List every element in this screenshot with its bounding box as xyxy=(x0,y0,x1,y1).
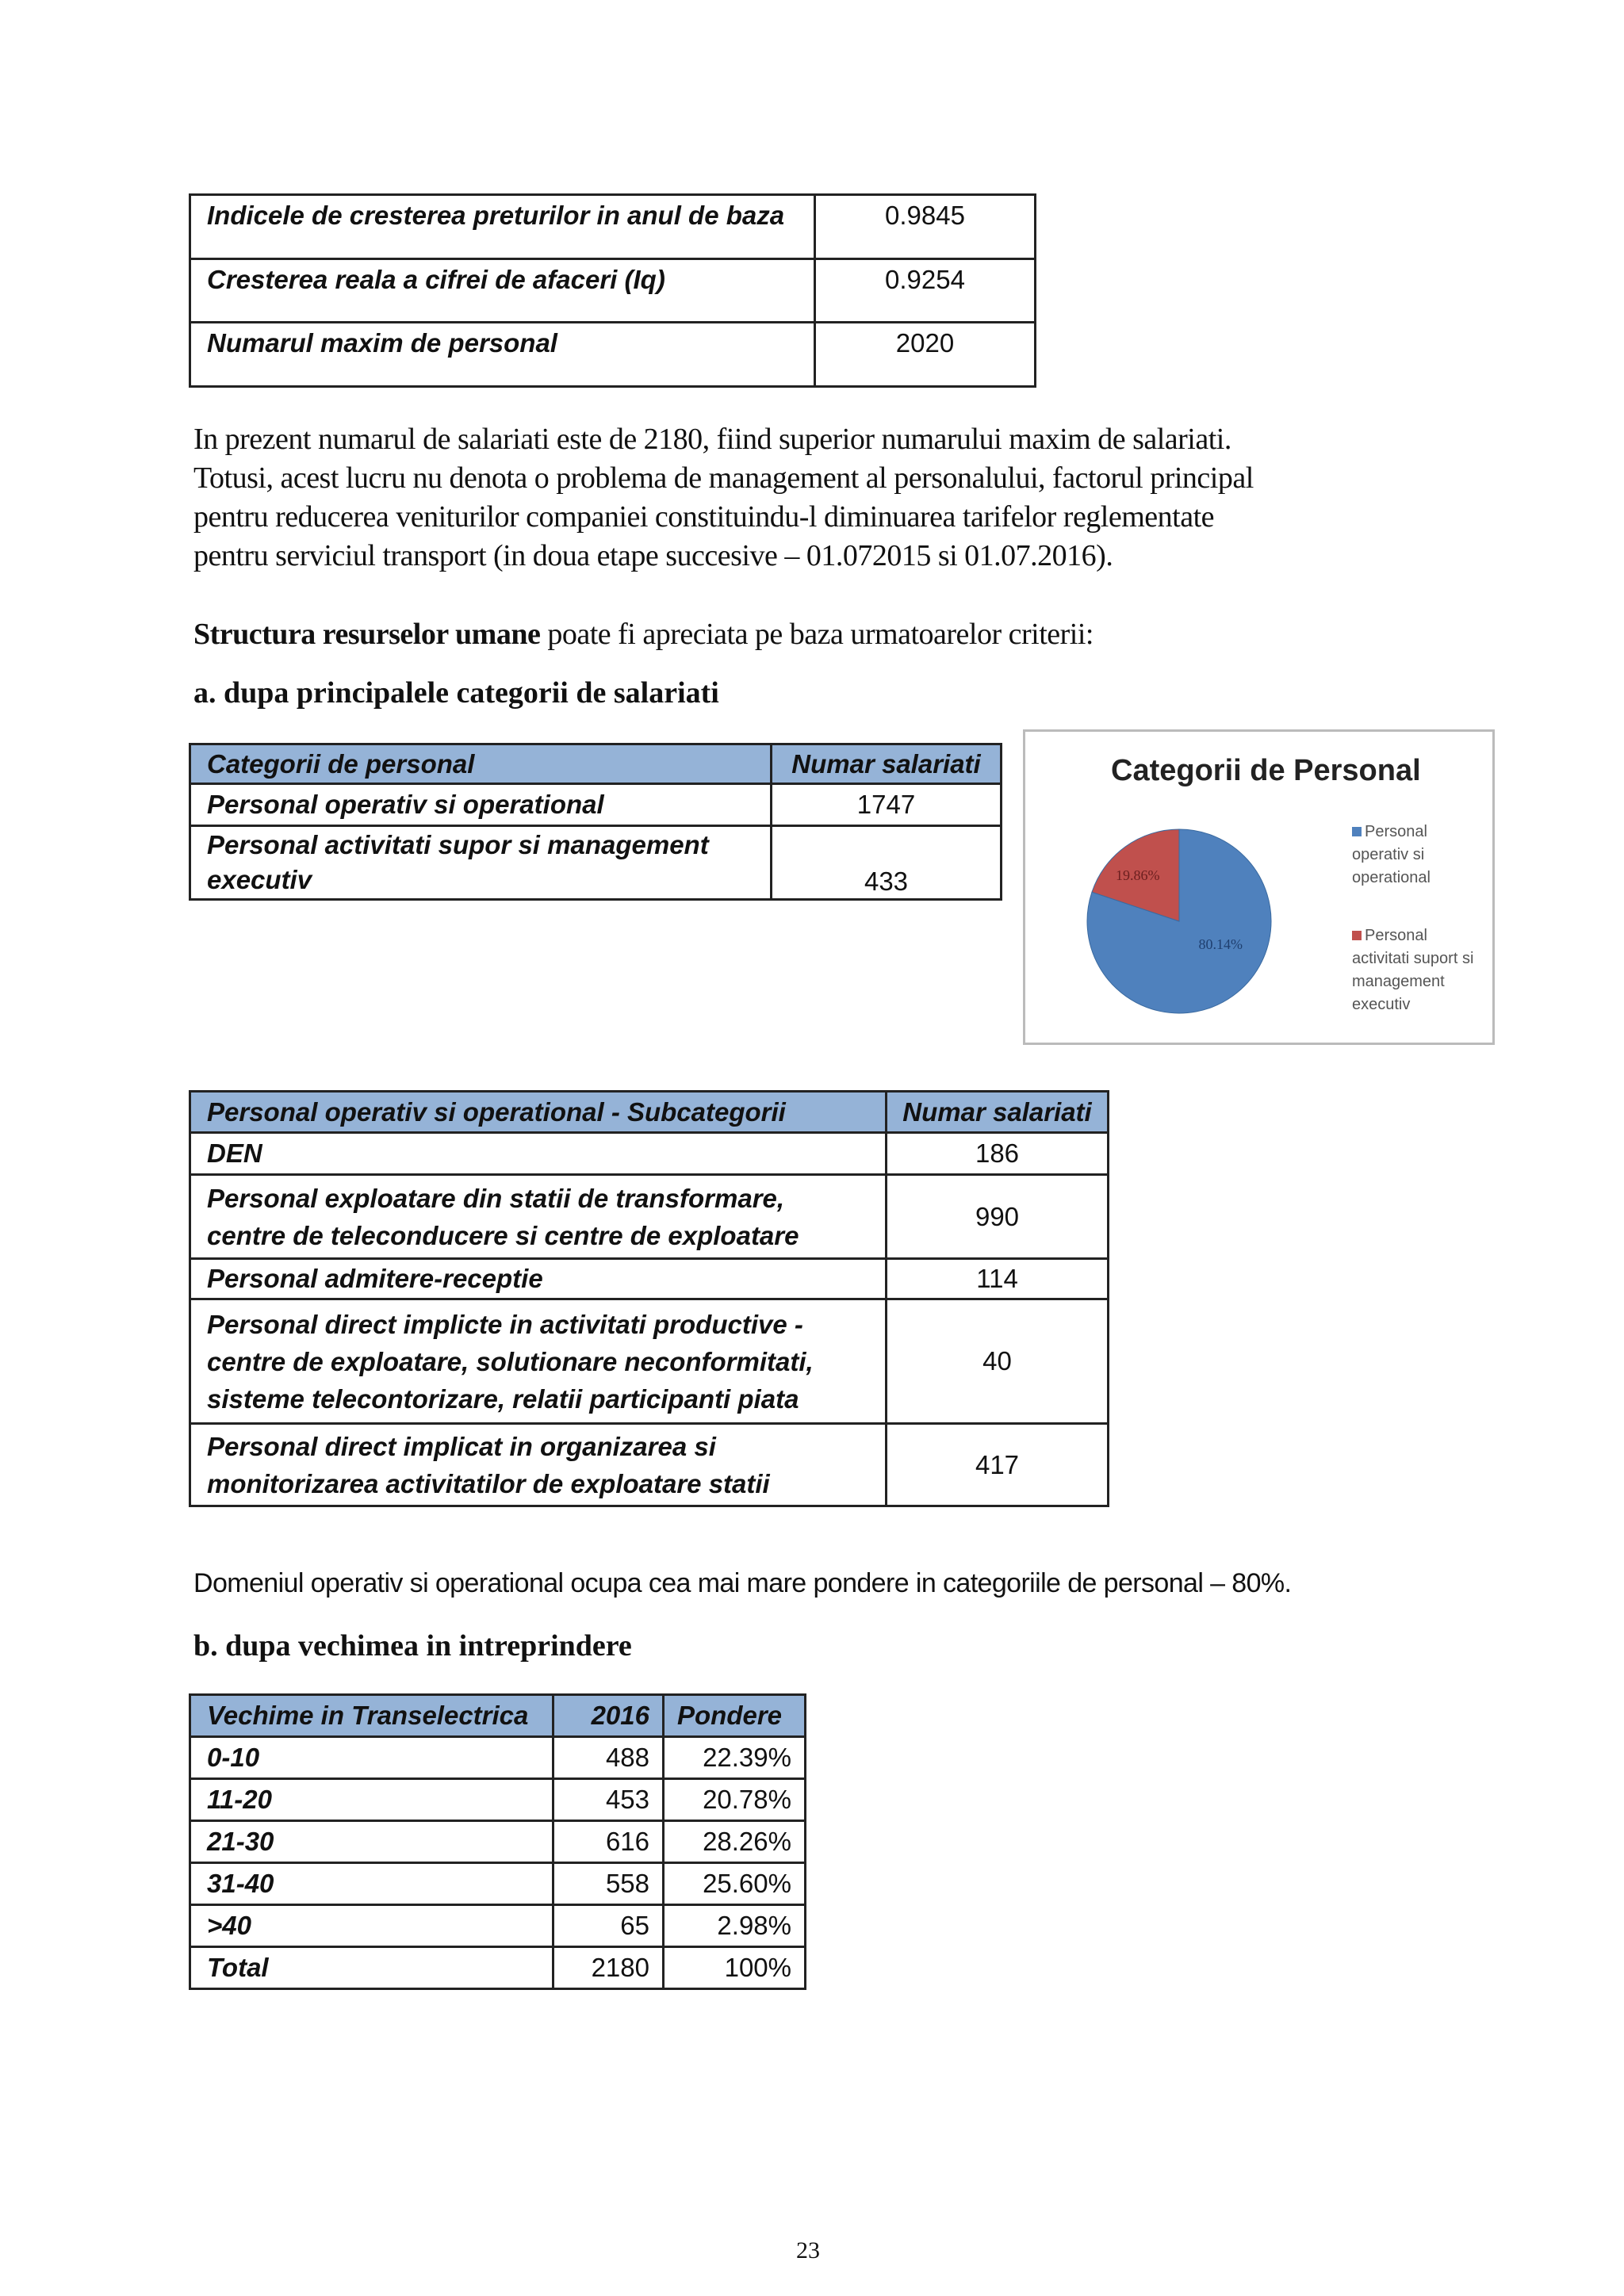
table-row xyxy=(190,1821,806,1863)
subcategory-value: 114 xyxy=(887,1259,1109,1299)
category-value: 433 xyxy=(772,826,1002,900)
seniority-label: 21-30 xyxy=(190,1821,553,1863)
seniority-table xyxy=(189,1693,806,1990)
legend-item-suport xyxy=(1352,924,1487,1016)
seniority-share: 20.78% xyxy=(664,1779,806,1821)
subcategory-value: 417 xyxy=(887,1424,1109,1506)
pie-data-label: 19.86% xyxy=(1116,867,1160,883)
structura-rest: poate fi apreciata pe baza urmatoarelor criterii: xyxy=(540,618,1094,651)
seniority-share: 2.98% xyxy=(664,1905,806,1947)
column-header: Categorii de personal xyxy=(190,744,772,784)
subcategory-label: Personal exploatare din statii de transformare, centre de teleconducere si centre de exploatare xyxy=(190,1175,887,1259)
seniority-label: 0-10 xyxy=(190,1737,553,1779)
table-row xyxy=(190,826,1002,900)
column-header: 2016 xyxy=(553,1695,664,1737)
domeniul-text: Domeniul operativ si operational ocupa cea mai mare pondere in categoriile de personal – 80%. xyxy=(193,1568,1292,1598)
table-row xyxy=(190,1175,1109,1259)
indicator-value: 2020 xyxy=(815,323,1036,387)
subcategory-value: 990 xyxy=(887,1175,1109,1259)
subcategory-label: Personal direct implicat in organizarea si monitorizarea activitatilor de exploatare statii xyxy=(190,1424,887,1506)
legend-label: Personal activitati suport si management executiv xyxy=(1352,927,1474,1013)
table-header-row xyxy=(190,744,1002,784)
subcategory-value: 186 xyxy=(887,1133,1109,1175)
indicators-table xyxy=(189,193,1036,388)
page-number: 23 xyxy=(796,2237,820,2263)
seniority-label: 11-20 xyxy=(190,1779,553,1821)
category-label: Personal operativ si operational xyxy=(190,784,772,826)
table-row xyxy=(190,1424,1109,1506)
paragraph-line: In prezent numarul de salariati este de 2180, fiind superior numarului maxim de salariati. xyxy=(193,423,1231,456)
column-header: Numar salariati xyxy=(887,1092,1109,1133)
table-row xyxy=(190,323,1036,387)
seniority-label: 31-40 xyxy=(190,1863,553,1905)
paragraph-line: Totusi, acest lucru nu denota o problema de management al personalului, factorul principal xyxy=(193,461,1254,495)
table-row xyxy=(190,784,1002,826)
seniority-count: 65 xyxy=(553,1905,664,1947)
indicator-label: Cresterea reala a cifrei de afaceri (Iq) xyxy=(190,259,815,323)
table-row xyxy=(190,1905,806,1947)
paragraph-line: pentru serviciul transport (in doua etape succesive – 01.072015 si 01.07.2016). xyxy=(193,539,1113,572)
column-header: Vechime in Transelectrica xyxy=(190,1695,553,1737)
table-row xyxy=(190,1779,806,1821)
categories-table xyxy=(189,743,1002,901)
indicator-label: Indicele de cresterea preturilor in anul de baza xyxy=(190,195,815,259)
subcategory-value: 40 xyxy=(887,1299,1109,1424)
table-header-row xyxy=(190,1092,1109,1133)
legend-label: Personal operativ si operational xyxy=(1352,823,1431,886)
category-label: Personal activitati supor si management executiv xyxy=(190,826,772,900)
seniority-share: 25.60% xyxy=(664,1863,806,1905)
seniority-label: >40 xyxy=(190,1905,553,1947)
pie-data-label: 80.14% xyxy=(1198,936,1243,952)
seniority-share: 100% xyxy=(664,1947,806,1989)
subcategories-table xyxy=(189,1090,1109,1507)
structura-bold: Structura resurselor umane xyxy=(193,618,541,651)
seniority-label: Total xyxy=(190,1947,553,1989)
seniority-count: 558 xyxy=(553,1863,664,1905)
pie-chart xyxy=(1023,729,1495,1045)
subcategory-label: Personal admitere-receptie xyxy=(190,1259,887,1299)
table-row xyxy=(190,1259,1109,1299)
indicator-value: 0.9254 xyxy=(815,259,1036,323)
table-row xyxy=(190,1133,1109,1175)
column-header: Personal operativ si operational - Subcategorii xyxy=(190,1092,887,1133)
indicator-value: 0.9845 xyxy=(815,195,1036,259)
legend-item-operativ xyxy=(1352,821,1487,890)
table-row xyxy=(190,1863,806,1905)
seniority-share: 28.26% xyxy=(664,1821,806,1863)
pie-svg xyxy=(1025,732,1342,1047)
column-header: Pondere xyxy=(664,1695,806,1737)
column-header: Numar salariati xyxy=(772,744,1002,784)
legend-swatch xyxy=(1352,931,1362,940)
section-a-heading: a. dupa principalele categorii de salariati xyxy=(193,676,719,710)
seniority-count: 616 xyxy=(553,1821,664,1863)
legend-swatch xyxy=(1352,827,1362,836)
paragraph-line: pentru reducerea veniturilor companiei constituindu-l diminuarea tarifelor reglementate xyxy=(193,500,1215,534)
table-row xyxy=(190,195,1036,259)
table-row xyxy=(190,259,1036,323)
table-row xyxy=(190,1737,806,1779)
category-value: 1747 xyxy=(772,784,1002,826)
section-b-heading: b. dupa vechimea in intreprindere xyxy=(193,1629,632,1663)
seniority-count: 488 xyxy=(553,1737,664,1779)
chart-title: Categorii de Personal xyxy=(1111,754,1421,787)
table-row xyxy=(190,1299,1109,1424)
table-header-row xyxy=(190,1695,806,1737)
indicator-label: Numarul maxim de personal xyxy=(190,323,815,387)
seniority-share: 22.39% xyxy=(664,1737,806,1779)
structura-sentence xyxy=(193,615,1094,654)
seniority-count: 2180 xyxy=(553,1947,664,1989)
table-row xyxy=(190,1947,806,1989)
intro-paragraph xyxy=(193,420,1254,576)
subcategory-label: Personal direct implicte in activitati productive - centre de exploatare, solutionare neconformitati, sisteme telecontorizare, relatii participanti piata xyxy=(190,1299,887,1424)
seniority-count: 453 xyxy=(553,1779,664,1821)
subcategory-label: DEN xyxy=(190,1133,887,1175)
